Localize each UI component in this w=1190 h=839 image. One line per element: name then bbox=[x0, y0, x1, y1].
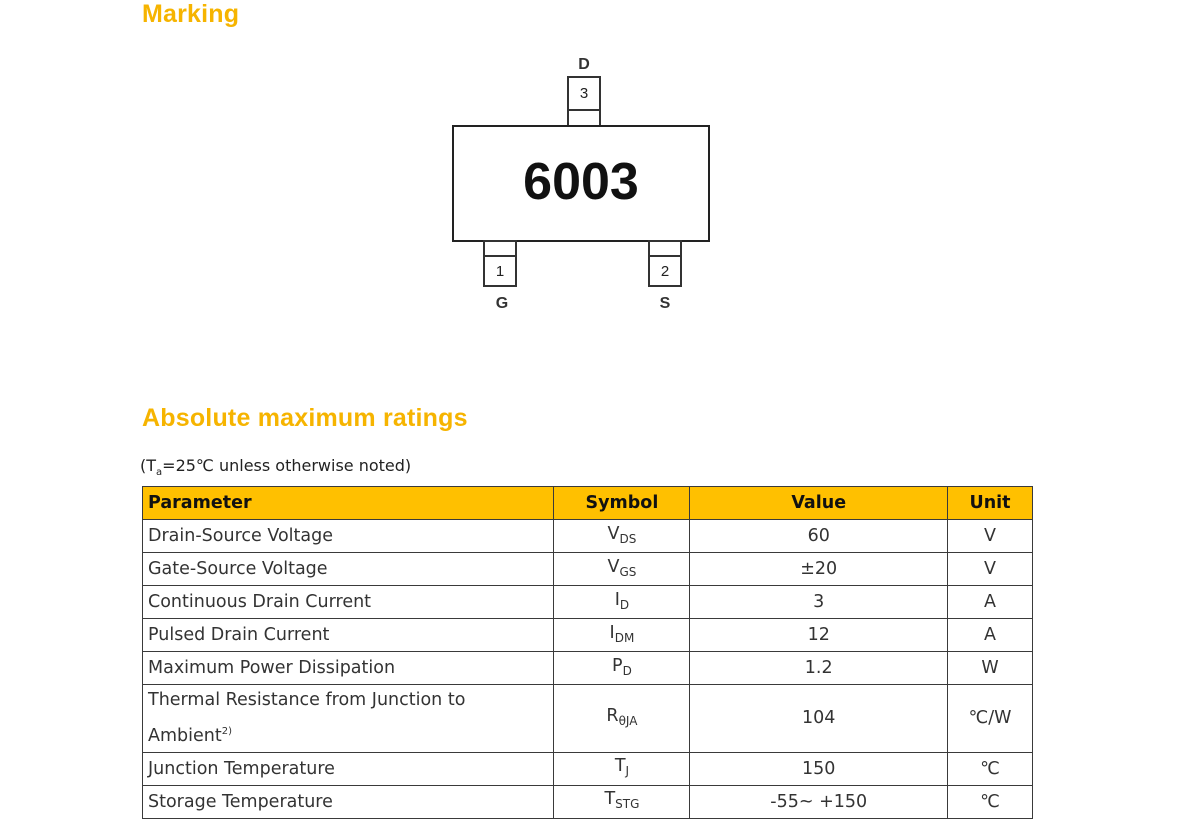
cell-symbol: $V_{GS}$ bbox=[554, 553, 690, 586]
table-row bbox=[143, 553, 1033, 586]
cell-parameter: Drain-Source Voltage bbox=[143, 520, 554, 553]
cell-unit: A bbox=[948, 619, 1033, 652]
table-row bbox=[143, 685, 1033, 753]
cell-symbol: $I_D$ bbox=[554, 586, 690, 619]
cell-symbol: $T_{STG}$ bbox=[554, 785, 690, 818]
table-row bbox=[143, 785, 1033, 818]
cell-unit: ℃/W bbox=[948, 685, 1033, 753]
table-row bbox=[143, 652, 1033, 685]
table-row bbox=[143, 752, 1033, 785]
cell-unit: ℃ bbox=[948, 785, 1033, 818]
pin-3-name: D bbox=[578, 56, 590, 73]
cell-unit: ℃ bbox=[948, 752, 1033, 785]
cell-parameter: Maximum Power Dissipation bbox=[143, 652, 554, 685]
pin-2-number: 2 bbox=[660, 263, 670, 280]
cell-unit: V bbox=[948, 553, 1033, 586]
package-diagram bbox=[0, 0, 1190, 400]
pin-2-divider bbox=[648, 255, 682, 257]
cell-value: 3 bbox=[690, 586, 948, 619]
section-title-marking: Marking bbox=[142, 0, 240, 28]
pin-1-name: G bbox=[495, 295, 509, 312]
pin-3-number: 3 bbox=[579, 85, 589, 102]
cell-parameter: Continuous Drain Current bbox=[143, 586, 554, 619]
cell-value: 1.2 bbox=[690, 652, 948, 685]
cell-symbol: $T_J$ bbox=[554, 752, 690, 785]
cell-value: 60 bbox=[690, 520, 948, 553]
column-header-unit: Unit bbox=[948, 487, 1033, 520]
cell-parameter: Thermal Resistance from Junction to Ambient$^{2)}$ bbox=[143, 685, 554, 753]
table-row bbox=[143, 520, 1033, 553]
cell-symbol: $P_D$ bbox=[554, 652, 690, 685]
cell-unit: A bbox=[948, 586, 1033, 619]
table-row bbox=[143, 619, 1033, 652]
marking-code: 6003 bbox=[523, 153, 639, 211]
cell-symbol: $I_{DM}$ bbox=[554, 619, 690, 652]
cell-value: -55~ +150 bbox=[690, 785, 948, 818]
section-title-ratings: Absolute maximum ratings bbox=[142, 404, 468, 432]
cell-unit: W bbox=[948, 652, 1033, 685]
cell-parameter: Junction Temperature bbox=[143, 752, 554, 785]
conditions-note: ($T_a=25℃$ unless otherwise noted) bbox=[140, 456, 412, 479]
table-row bbox=[143, 586, 1033, 619]
cell-value: 104 bbox=[690, 685, 948, 753]
pin-1-divider bbox=[483, 255, 517, 257]
cell-value: 12 bbox=[690, 619, 948, 652]
table-header-row bbox=[143, 487, 1033, 520]
pin-1-number: 1 bbox=[495, 263, 505, 280]
pin-3-divider bbox=[567, 109, 601, 111]
cell-value: ±20 bbox=[690, 553, 948, 586]
column-header-parameter: Parameter bbox=[143, 487, 554, 520]
cell-symbol: $V_{DS}$ bbox=[554, 520, 690, 553]
pin-2-name: S bbox=[659, 295, 671, 312]
cell-parameter: Pulsed Drain Current bbox=[143, 619, 554, 652]
column-header-value: Value bbox=[690, 487, 948, 520]
cell-parameter: Storage Temperature bbox=[143, 785, 554, 818]
cell-value: 150 bbox=[690, 752, 948, 785]
cell-unit: V bbox=[948, 520, 1033, 553]
cell-symbol: $R_{\theta JA}$ bbox=[554, 685, 690, 753]
ratings-table bbox=[142, 486, 1033, 819]
column-header-symbol: Symbol bbox=[554, 487, 690, 520]
cell-parameter: Gate-Source Voltage bbox=[143, 553, 554, 586]
